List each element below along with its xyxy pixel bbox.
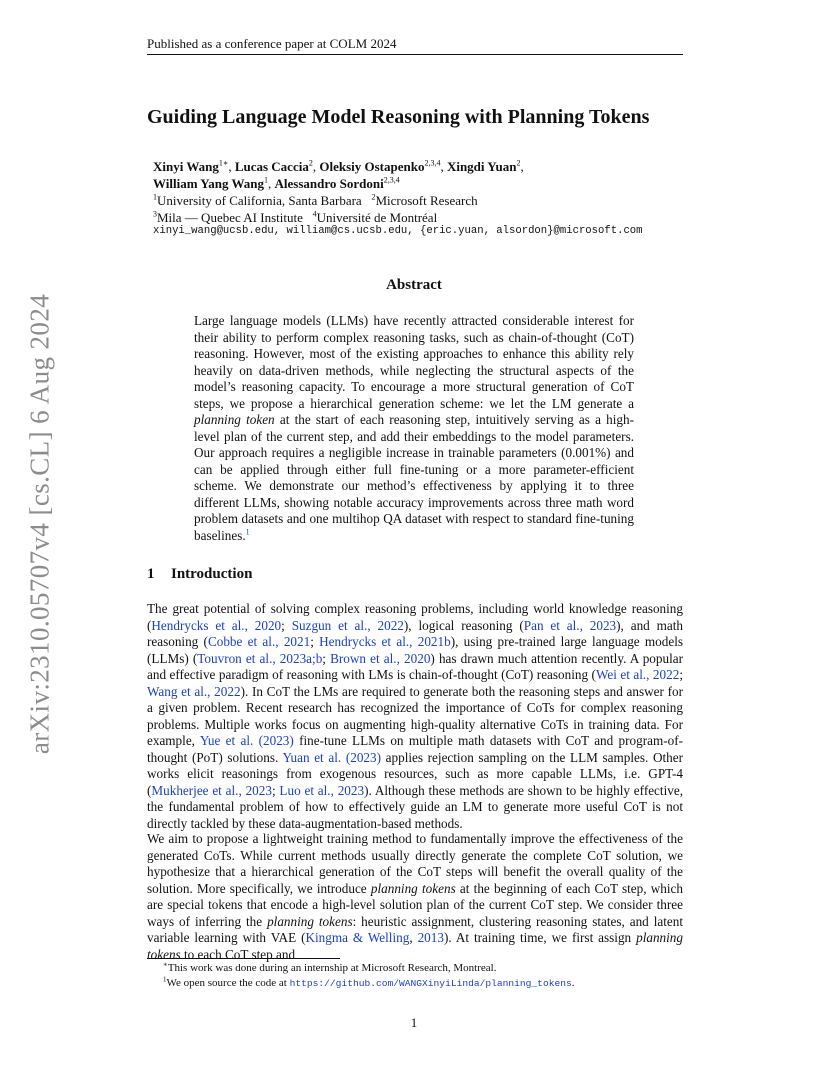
citation-link[interactable]: 2013 bbox=[417, 930, 444, 945]
code-url-link[interactable]: https://github.com/WANGXinyiLinda/planning_tokens bbox=[289, 978, 572, 989]
citation-link[interactable]: Luo et al., 2023 bbox=[279, 782, 365, 798]
arxiv-watermark-text: arXiv:2310.05707v4 [cs.CL] 6 Aug 2024 bbox=[24, 293, 55, 755]
author-block bbox=[153, 158, 693, 226]
author-line-2: William Yang Wang$^1$, Alessandro Sordoni$^{2,3,4}$ bbox=[153, 175, 400, 191]
citation-link[interactable]: Mukherjee et al., 2023 bbox=[151, 782, 272, 798]
affiliation: University of California, Santa Barbara bbox=[157, 193, 362, 208]
footnote-1: ∗This work was done during an internship at Microsoft Research, Montreal. bbox=[163, 960, 497, 974]
citation-link[interactable]: Wang et al., 2022 bbox=[147, 683, 241, 699]
header-rule bbox=[147, 54, 683, 55]
citation-link[interactable]: Cobbe et al., 2021 bbox=[207, 634, 311, 649]
intro-paragraph-2: We aim to propose a lightweight training method to fundamentally improve the effectiveness of the generated CoTs. While current methods usually directly generate the complete CoT solution, we hypothesize that a hierarchical generation of the CoT steps will benefit the overall quality of the solution. More specifically, we introduce planning tokens at the beginning of each CoT step, which are special tokens that encode a high-level solution plan of the current CoT step. We consider three ways of inferring the planning tokens: heuristic assignment, clustering reasoning states, and latent variable learning with VAE (Kingma & Welling, 2013). At training time, we first assign planning tokens to each CoT step and bbox=[147, 831, 683, 962]
affiliation: Microsoft Research bbox=[375, 193, 478, 208]
footnote-rule bbox=[147, 958, 340, 959]
citation-link[interactable]: Wei et al., 2022 bbox=[595, 667, 680, 682]
author-name: Alessandro Sordoni bbox=[274, 176, 384, 191]
author-name: Xinyi Wang bbox=[153, 159, 219, 174]
section-number: 1 bbox=[147, 566, 155, 582]
abstract-heading: Abstract bbox=[386, 277, 442, 293]
citation-link[interactable]: Yue et al. (2023) bbox=[199, 733, 294, 748]
author-emails: xinyi_wang@ucsb.edu, william@cs.ucsb.edu, {eric.yuan, alsordon}@microsoft.com bbox=[153, 225, 643, 237]
affiliation-line-1: $^1$University of California, Santa Barbara $^2$Microsoft Research bbox=[153, 192, 478, 208]
running-header: Published as a conference paper at COLM 2024 bbox=[147, 36, 397, 51]
citation-link[interactable]: Suzgun et al., 2022 bbox=[291, 617, 404, 633]
author-line-1: Xinyi Wang$^{1∗}$, Lucas Caccia$^2$, Oleksiy Ostapenko$^{2,3,4}$, Xingdi Yuan$^2$, bbox=[153, 158, 524, 174]
affiliation: Université de Montréal bbox=[316, 210, 438, 225]
author-name: William Yang Wang bbox=[153, 176, 265, 191]
author-name: Lucas Caccia bbox=[234, 159, 309, 174]
footnote-2: $^1$We open source the code at https://github.com/WANGXinyiLinda/planning_tokens. bbox=[163, 975, 575, 989]
section-heading bbox=[147, 566, 252, 583]
citation-link[interactable]: Brown et al., 2020 bbox=[330, 650, 431, 666]
affiliation-line-2: $^3$Mila — Quebec AI Institute $^4$Université de Montréal bbox=[153, 209, 438, 225]
page-number: 1 bbox=[410, 1015, 418, 1030]
abstract-body: Large language models (LLMs) have recently attracted considerable interest for their ability to perform complex reasoning tasks, such as chain-of-thought (CoT) reasoning. However, most of the existing approaches to enhance this ability rely heavily on data-driven methods, while neglecting the structural aspects of the model’s reasoning capacity. To encourage a more structural generation of CoT steps, we propose a hierarchical generation scheme: we let the LM generate a planning token at the start of each reasoning step, intuitively serving as a high-level plan of the current step, and add their embeddings to the model parameters. Our approach requires a negligible increase in trainable parameters (0.001%) and can be applied through either full fine-tuning or a more parameter-efficient scheme. We demonstrate our method’s effectiveness by applying it to three different LLMs, showing notable accuracy improvements across three math word problem datasets and one multihop QA dataset with respect to standard fine-tuning baselines.$^1$ bbox=[194, 313, 634, 543]
author-name: Xingdi Yuan bbox=[446, 159, 517, 174]
paper-title: Guiding Language Model Reasoning with Planning Tokens bbox=[147, 106, 650, 128]
citation-link[interactable]: Kingma & Welling bbox=[305, 930, 410, 945]
citation-link[interactable]: Touvron et al., 2023a;b bbox=[197, 650, 323, 666]
citation-link[interactable]: Hendrycks et al., 2021b bbox=[319, 634, 451, 649]
author-name: Oleksiy Ostapenko bbox=[319, 159, 425, 174]
citation-link[interactable]: Hendrycks et al., 2020 bbox=[151, 617, 282, 633]
affiliation: Mila — Quebec AI Institute bbox=[157, 210, 303, 225]
intro-paragraph-1: The great potential of solving complex reasoning problems, including world knowledge reasoning (Hendrycks et al., 2020; Suzgun et al., 2022), logical reasoning (Pan et al., 2023), and math reasoning (Cobbe et al., 2021; Hendrycks et al., 2021b), using pre-trained large language models (LLMs) (Touvron et al., 2023a;b; Brown et al., 2020) has drawn much attention recently. A popular and effective paradigm of reasoning with LMs is chain-of-thought (CoT) reasoning (Wei et al., 2022; Wang et al., 2022). In CoT the LMs are required to generate both the reasoning steps and answer for a given problem. Recent research has recognized the importance of CoTs for complex reasoning problems. Multiple works focus on augmenting high-quality alternative CoTs in training data. For example, Yue et al. (2023) fine-tune LLMs on multiple math datasets with CoT and program-of-thought (PoT) solutions. Yuan et al. (2023) applies rejection sampling on the LLM samples. Other works elicit reasonings from exogenous resources, such as more capable LLMs, i.e. GPT-4 (Mukherjee et al., 2023; Luo et al., 2023). Although these methods are shown to be highly effective, the fundamental problem of how to effectively guide an LM to generate more useful CoT is not directly tackled by these data-augmentation-based methods. bbox=[147, 601, 684, 831]
citation-link[interactable]: Pan et al., 2023 bbox=[523, 617, 617, 633]
citation-link[interactable]: Yuan et al. (2023) bbox=[282, 749, 381, 765]
footnote-link[interactable]: 1 bbox=[245, 527, 250, 537]
section-title: Introduction bbox=[171, 566, 253, 582]
